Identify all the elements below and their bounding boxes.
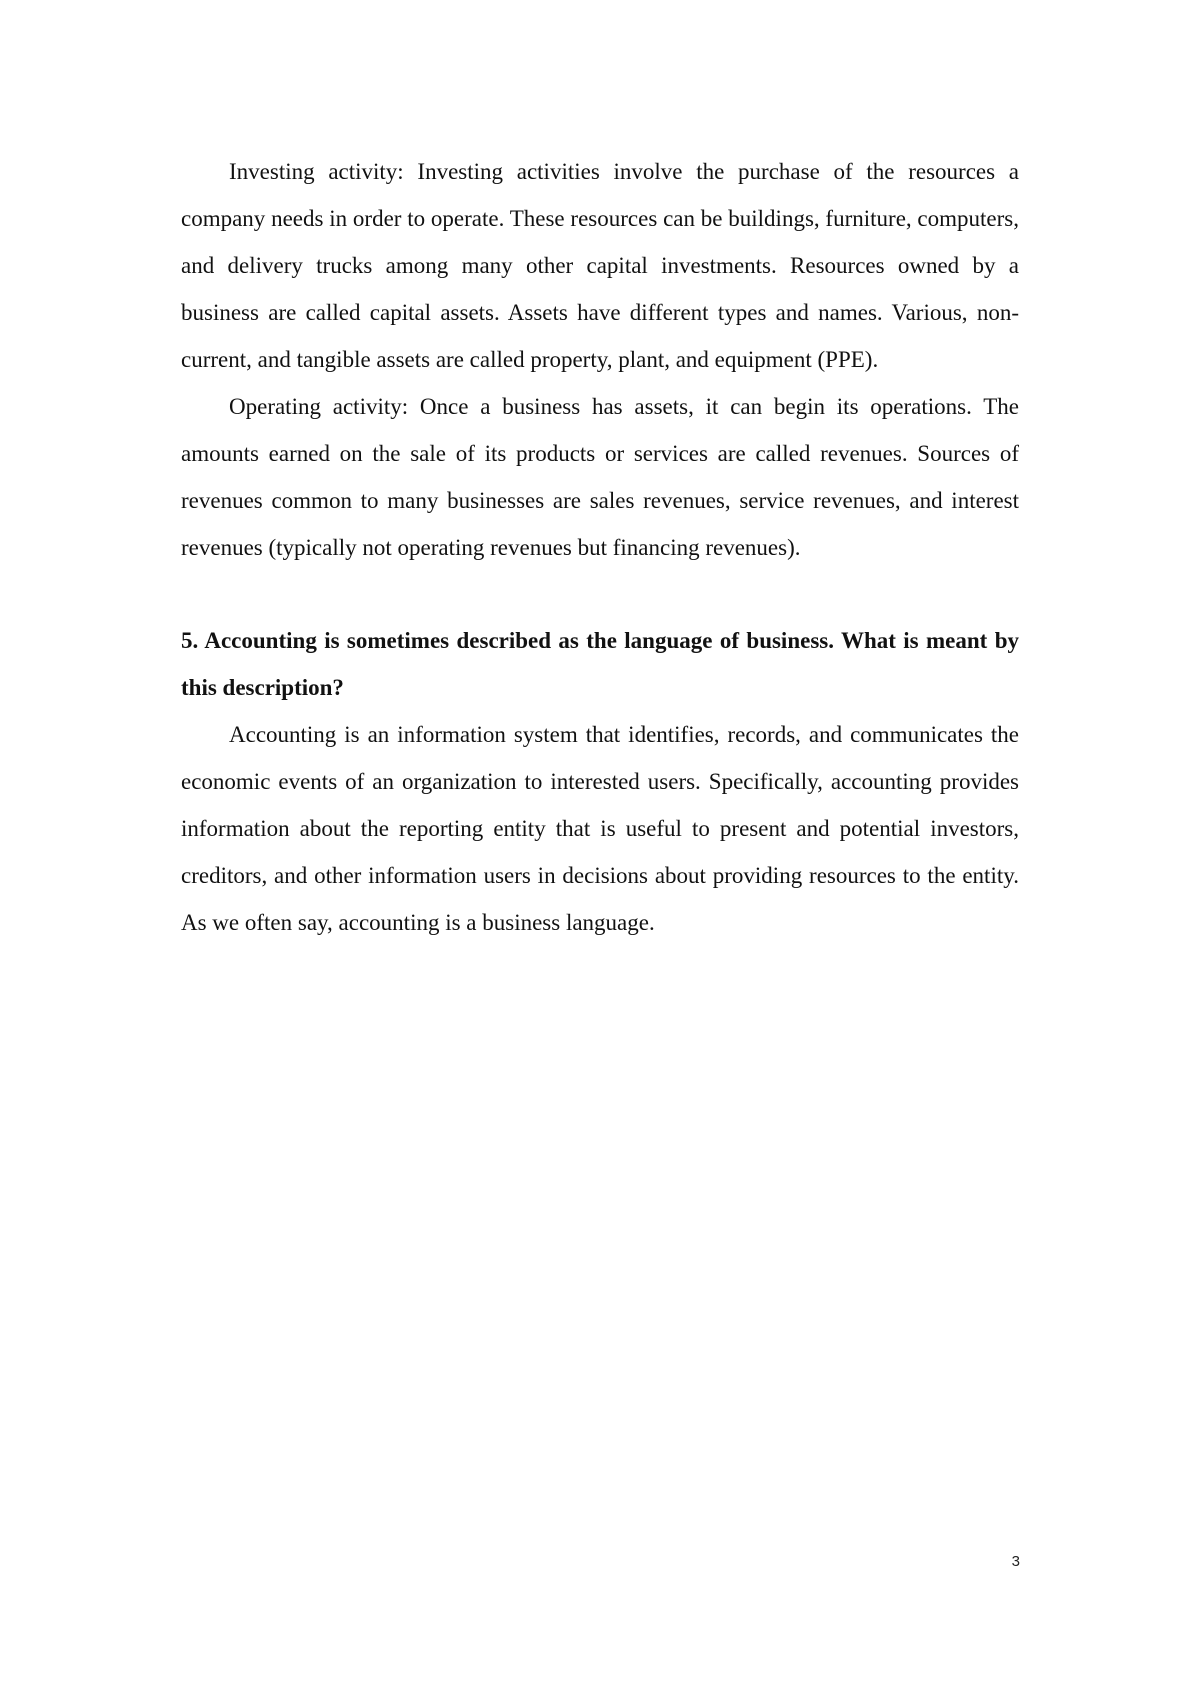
answer-paragraph: Accounting is an information system that identifies, records, and communicates the economic events of an organization to interested users. Specifically, accounting provides information about the reporting entity that is useful to present and potential investors, creditors, and other information users in decisions about providing resources to the entity. As we often say, accounting is a business language.	[181, 722, 1019, 935]
paragraph-operating-activity: Operating activity: Once a business has assets, it can begin its operations. The amounts earned on the sale of its products or services are called revenues. Sources of revenues common to many businesses are sales revenues, service revenues, and interest revenues (typically not operating revenues but financing revenues).	[181, 394, 1019, 560]
page-content	[181, 148, 1019, 946]
paragraph-investing-activity: Investing activity: Investing activities involve the purchase of the resources a company needs in order to operate. These resources can be buildings, furniture, computers, and delivery trucks among many other capital investments. Resources owned by a business are called capital assets. Assets have different types and names. Various, non-current, and tangible assets are called property, plant, and equipment (PPE).	[181, 159, 1019, 372]
question-heading: 5. Accounting is sometimes described as the language of business. What is meant by this description?	[181, 628, 1019, 700]
page-number: 3	[1011, 1553, 1020, 1570]
